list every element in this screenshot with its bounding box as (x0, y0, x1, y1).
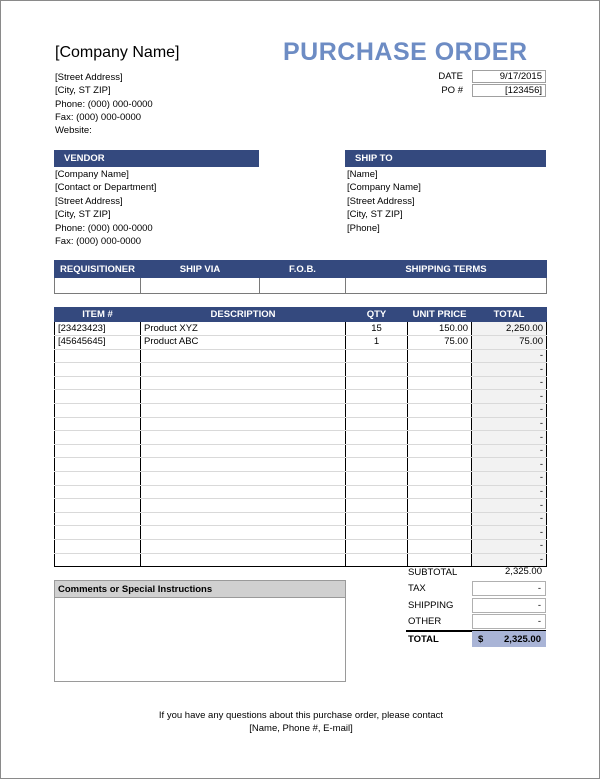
description-cell[interactable] (141, 485, 346, 499)
col-qty: QTY (346, 307, 408, 322)
other-label: OTHER (408, 616, 442, 627)
table-row (55, 499, 547, 513)
item-number-cell[interactable] (55, 512, 141, 526)
total-cell: - (472, 349, 547, 363)
unit-price-cell[interactable] (408, 444, 472, 458)
item-number-cell[interactable] (55, 417, 141, 431)
item-number-cell[interactable] (55, 553, 141, 567)
shipping-table (54, 260, 547, 294)
description-cell[interactable] (141, 553, 346, 567)
vendor-line: Phone: (000) 000-0000 (55, 222, 153, 234)
description-cell[interactable] (141, 526, 346, 540)
unit-price-cell[interactable]: 75.00 (408, 336, 472, 350)
items-table (54, 307, 547, 567)
item-number-cell[interactable] (55, 390, 141, 404)
item-number-cell[interactable] (55, 444, 141, 458)
total-cell: - (472, 363, 547, 377)
po-number-label: PO # (441, 85, 463, 96)
table-row (55, 390, 547, 404)
qty-cell[interactable]: 1 (346, 336, 408, 350)
total-label: TOTAL (408, 634, 439, 645)
date-field[interactable]: 9/17/2015 (472, 70, 546, 83)
item-number-cell[interactable]: [45645645] (55, 336, 141, 350)
unit-price-cell[interactable]: 150.00 (408, 322, 472, 336)
shipping-row (55, 278, 547, 294)
unit-price-cell[interactable] (408, 540, 472, 554)
table-row (55, 526, 547, 540)
unit-price-cell[interactable] (408, 472, 472, 486)
col-description: DESCRIPTION (141, 307, 346, 322)
tax-label: TAX (408, 583, 426, 594)
subtotal-label: SUBTOTAL (408, 567, 458, 578)
company-address (55, 71, 153, 137)
item-number-cell[interactable] (55, 485, 141, 499)
item-number-cell[interactable]: [23423423] (55, 322, 141, 336)
col-shipping-terms: SHIPPING TERMS (346, 261, 547, 278)
col-unit-price: UNIT PRICE (408, 307, 472, 322)
qty-cell[interactable] (346, 499, 408, 513)
col-requisitioner: REQUISITIONER (55, 261, 141, 278)
other-field[interactable]: - (472, 614, 546, 629)
unit-price-cell[interactable] (408, 431, 472, 445)
ship-to-line: [Street Address] (347, 195, 415, 207)
total-cell: - (472, 417, 547, 431)
qty-cell[interactable] (346, 349, 408, 363)
table-row (55, 336, 547, 350)
vendor-line: [Contact or Department] (55, 182, 157, 194)
shipping-header-row (55, 261, 547, 278)
total-cell: - (472, 404, 547, 418)
requisitioner-cell[interactable] (55, 278, 141, 294)
total-cell: - (472, 431, 547, 445)
qty-cell[interactable] (346, 512, 408, 526)
description-cell[interactable] (141, 472, 346, 486)
unit-price-cell[interactable] (408, 526, 472, 540)
total-cell: - (472, 376, 547, 390)
table-row (55, 472, 547, 486)
table-row (55, 458, 547, 472)
item-number-cell[interactable] (55, 349, 141, 363)
footer-line: If you have any questions about this purchase order, please contact (158, 710, 444, 721)
total-cell: - (472, 458, 547, 472)
shipping-label: SHIPPING (408, 600, 454, 611)
ship-to-header: SHIP TO (345, 150, 546, 167)
items-body (55, 322, 547, 567)
item-number-cell[interactable] (55, 363, 141, 377)
qty-cell[interactable] (346, 444, 408, 458)
comments-header: Comments or Special Instructions (55, 581, 345, 598)
total-cell: - (472, 499, 547, 513)
ship-to-line: [City, ST ZIP] (347, 209, 403, 221)
unit-price-cell[interactable] (408, 458, 472, 472)
document-title: PURCHASE ORDER (283, 38, 528, 66)
table-row (55, 431, 547, 445)
po-number-field[interactable]: [123456] (472, 84, 546, 97)
vendor-line: Fax: (000) 000-0000 (55, 236, 142, 248)
unit-price-cell[interactable] (408, 363, 472, 377)
vendor-line: [Company Name] (55, 169, 129, 180)
qty-cell[interactable] (346, 417, 408, 431)
description-cell[interactable] (141, 390, 346, 404)
table-row (55, 404, 547, 418)
company-address-line: Phone: (000) 000-0000 (55, 98, 153, 110)
qty-cell[interactable] (346, 404, 408, 418)
tax-field[interactable]: - (472, 581, 546, 596)
qty-cell[interactable] (346, 540, 408, 554)
unit-price-cell[interactable] (408, 553, 472, 567)
total-cell: - (472, 553, 547, 567)
qty-cell[interactable] (346, 363, 408, 377)
description-cell[interactable] (141, 499, 346, 513)
description-cell[interactable]: Product ABC (141, 336, 346, 350)
description-cell[interactable] (141, 431, 346, 445)
description-cell[interactable] (141, 404, 346, 418)
description-cell[interactable] (141, 417, 346, 431)
unit-price-cell[interactable] (408, 485, 472, 499)
description-cell[interactable] (141, 512, 346, 526)
comments-box[interactable] (54, 580, 346, 682)
table-row (55, 540, 547, 554)
qty-cell[interactable]: 15 (346, 322, 408, 336)
table-row (55, 444, 547, 458)
fob-cell[interactable] (260, 278, 346, 294)
ship-to-line: [Name] (347, 169, 378, 180)
company-address-line: [Street Address] (55, 72, 123, 83)
item-number-cell[interactable] (55, 499, 141, 513)
qty-cell[interactable] (346, 458, 408, 472)
qty-cell[interactable] (346, 485, 408, 499)
item-number-cell[interactable] (55, 540, 141, 554)
company-address-line: Website: (55, 125, 92, 137)
company-address-line: [City, ST ZIP] (55, 85, 111, 97)
shipping-field[interactable]: - (472, 598, 546, 613)
description-cell[interactable] (141, 376, 346, 390)
total-value-box (472, 631, 546, 647)
table-row (55, 376, 547, 390)
unit-price-cell[interactable] (408, 499, 472, 513)
description-cell[interactable] (141, 349, 346, 363)
total-cell: - (472, 472, 547, 486)
vendor-header: VENDOR (54, 150, 259, 167)
subtotal-value: 2,325.00 (505, 566, 542, 577)
ship-to-line: [Company Name] (347, 182, 421, 194)
ship-to-line: [Phone] (347, 222, 380, 234)
table-row (55, 363, 547, 377)
total-cell: - (472, 512, 547, 526)
total-cell: - (472, 444, 547, 458)
item-number-cell[interactable] (55, 472, 141, 486)
qty-cell[interactable] (346, 376, 408, 390)
qty-cell[interactable] (346, 553, 408, 567)
total-cell: - (472, 540, 547, 554)
total-cell: - (472, 390, 547, 404)
total-value: 2,325.00 (504, 634, 541, 645)
unit-price-cell[interactable] (408, 512, 472, 526)
qty-cell[interactable] (346, 390, 408, 404)
item-number-cell[interactable] (55, 376, 141, 390)
vendor-block (55, 168, 156, 248)
table-row (55, 349, 547, 363)
table-row (55, 485, 547, 499)
col-fob: F.O.B. (260, 261, 346, 278)
ship-to-block (347, 168, 421, 235)
company-address-line: Fax: (000) 000-0000 (55, 111, 142, 123)
col-ship-via: SHIP VIA (141, 261, 260, 278)
items-header-row (55, 307, 547, 322)
qty-cell[interactable] (346, 526, 408, 540)
description-cell[interactable]: Product XYZ (141, 322, 346, 336)
total-cell: - (472, 485, 547, 499)
total-cell: 75.00 (472, 336, 547, 350)
unit-price-cell[interactable] (408, 390, 472, 404)
shipping-terms-cell[interactable] (346, 278, 547, 294)
table-row (55, 322, 547, 336)
vendor-line: [City, ST ZIP] (55, 209, 111, 221)
item-number-cell[interactable] (55, 404, 141, 418)
col-total: TOTAL (472, 307, 547, 322)
total-currency: $ (478, 634, 484, 645)
vendor-line: [Street Address] (55, 195, 123, 207)
total-cell: 2,250.00 (472, 322, 547, 336)
description-cell[interactable] (141, 444, 346, 458)
col-item-number: ITEM # (55, 307, 141, 322)
total-row (406, 630, 546, 646)
date-label: DATE (438, 71, 463, 82)
description-cell[interactable] (141, 540, 346, 554)
unit-price-cell[interactable] (408, 349, 472, 363)
description-cell[interactable] (141, 458, 346, 472)
item-number-cell[interactable] (55, 431, 141, 445)
unit-price-cell[interactable] (408, 376, 472, 390)
item-number-cell[interactable] (55, 458, 141, 472)
unit-price-cell[interactable] (408, 404, 472, 418)
footer-contact: [Name, Phone #, E-mail] (249, 723, 353, 734)
description-cell[interactable] (141, 363, 346, 377)
table-row (55, 417, 547, 431)
qty-cell[interactable] (346, 431, 408, 445)
item-number-cell[interactable] (55, 526, 141, 540)
qty-cell[interactable] (346, 472, 408, 486)
total-cell: - (472, 526, 547, 540)
table-row (55, 512, 547, 526)
ship-via-cell[interactable] (141, 278, 260, 294)
footer (1, 709, 600, 735)
unit-price-cell[interactable] (408, 417, 472, 431)
company-name: [Company Name] (55, 44, 180, 61)
